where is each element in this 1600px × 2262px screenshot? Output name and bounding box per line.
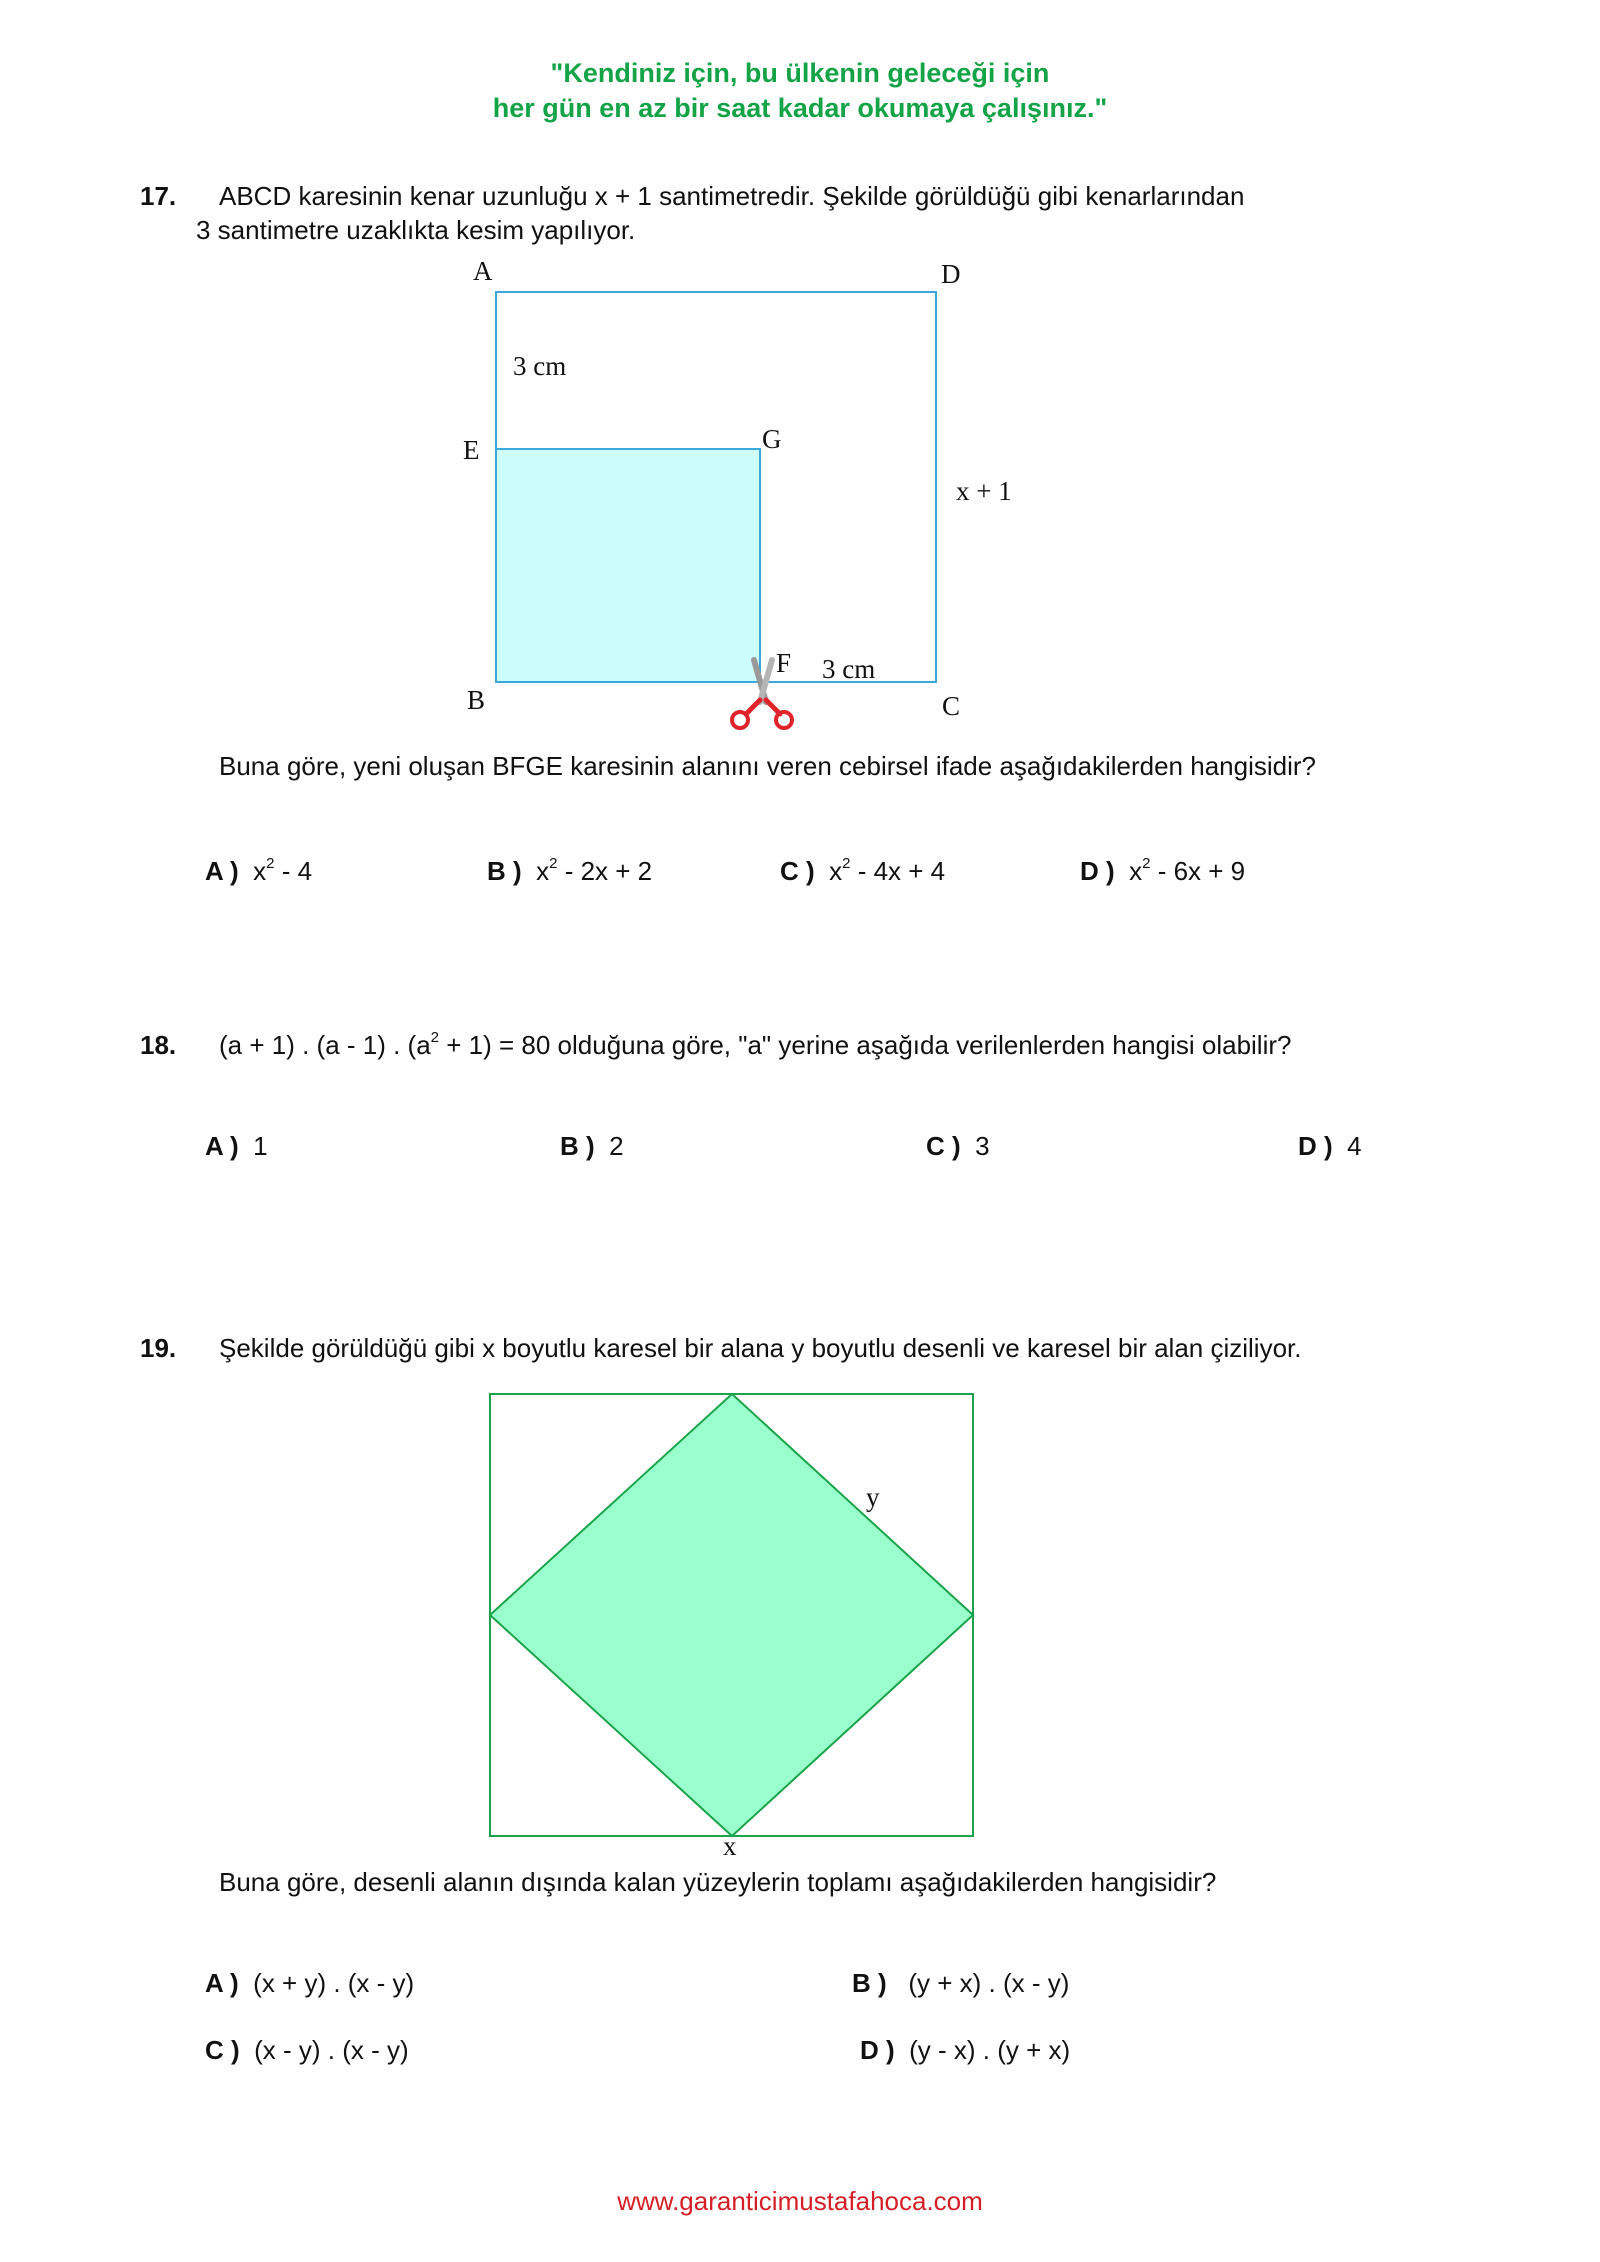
- motto-line-2: her gün en az bir saat kadar okumaya çalışınız.": [492, 93, 1108, 123]
- q19-number: 19.: [140, 1333, 177, 1363]
- q17-option-b[interactable]: B ) $x^2 - 2x + 2$: [487, 855, 653, 886]
- q18-number: 18.: [140, 1030, 177, 1060]
- q18-option-c[interactable]: C ) 3: [926, 1131, 990, 1161]
- label-d: D: [941, 259, 961, 289]
- label-f: F: [776, 648, 792, 678]
- label-c: C: [942, 691, 961, 721]
- motto-line-1: "Kendiniz için, bu ülkenin geleceği için: [550, 58, 1050, 88]
- q18-option-a[interactable]: A ) 1: [205, 1131, 268, 1161]
- q17-question: Buna göre, yeni oluşan BFGE karesinin alanını veren cebirsel ifade aşağıdakilerden hangisidir?: [219, 751, 1316, 781]
- q17-option-d[interactable]: D ) $x^2 - 6x + 9$: [1080, 855, 1246, 886]
- q17-text-line-1: ABCD karesinin kenar uzunluğu x + 1 santimetredir. Şekilde görüldüğü gibi kenarlarından: [219, 181, 1245, 211]
- label-top-cut: 3 cm: [513, 351, 567, 381]
- q19-option-c[interactable]: C ) (x - y) . (x - y): [205, 2035, 409, 2065]
- q19-option-a[interactable]: A ) (x + y) . (x - y): [205, 1968, 415, 1998]
- q19-option-d[interactable]: D ) (y - x) . (y + x): [860, 2035, 1071, 2065]
- footer-website[interactable]: www.garanticimustafahoca.com: [617, 2186, 983, 2216]
- label-y: y: [866, 1482, 880, 1512]
- q18-option-b[interactable]: B ) 2: [560, 1131, 624, 1161]
- q17-number: 17.: [140, 181, 177, 211]
- q17-option-c[interactable]: C ) $x^2 - 4x + 4$: [780, 855, 946, 886]
- label-a: A: [473, 256, 493, 286]
- q18-option-d[interactable]: D ) 4: [1298, 1131, 1362, 1161]
- q17-figure-drawing: [0, 0, 1600, 760]
- q17-text-line-2: 3 santimetre uzaklıkta kesim yapılıyor.: [196, 215, 636, 245]
- q18-text: (a + 1) . (a - 1) . $(a^2 + 1) = 80$ olduğuna göre, "a" yerine aşağıda verilenlerden hangisi olabilir?: [219, 1029, 1292, 1060]
- scissors-icon: [724, 656, 794, 736]
- label-x: x: [723, 1831, 737, 1861]
- q19-question: Buna göre, desenli alanın dışında kalan yüzeylerin toplamı aşağıdakilerden hangisidir?: [219, 1867, 1217, 1897]
- q19-text: Şekilde görüldüğü gibi x boyutlu karesel bir alana y boyutlu desenli ve karesel bir alan çiziliyor.: [219, 1333, 1302, 1363]
- label-b: B: [467, 685, 486, 715]
- label-bottom-cut: 3 cm: [822, 654, 876, 684]
- inner-diamond: [490, 1394, 973, 1836]
- q19-option-b[interactable]: B ) (y + x) . (x - y): [852, 1968, 1070, 1998]
- label-e: E: [463, 435, 480, 465]
- small-square-bfge: [496, 449, 760, 682]
- label-g: G: [762, 424, 782, 454]
- q17-option-a[interactable]: A ) $x^2 - 4$: [205, 855, 313, 886]
- label-side: x + 1: [956, 476, 1012, 506]
